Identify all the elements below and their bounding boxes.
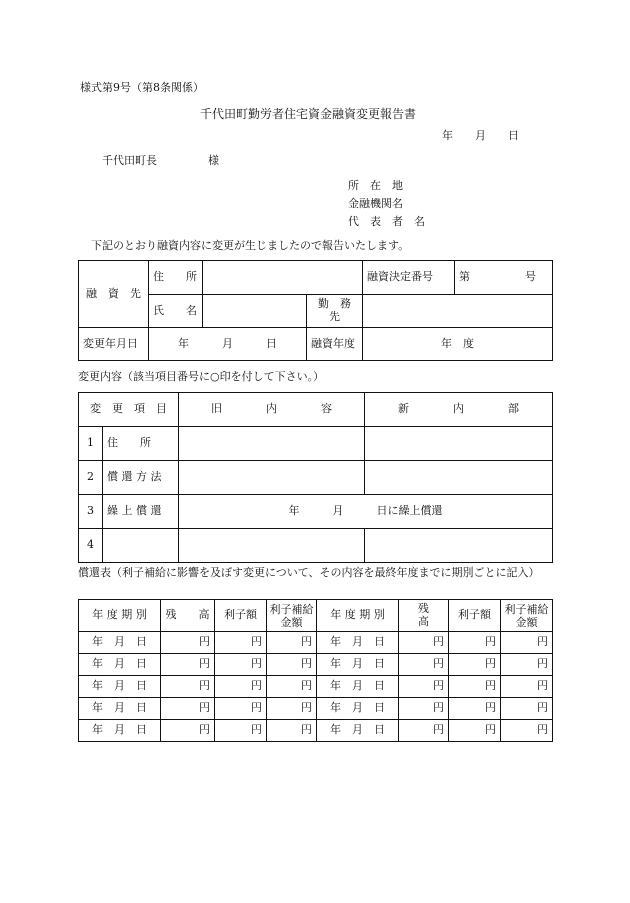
old-content-field[interactable] <box>179 529 365 563</box>
workplace-field[interactable] <box>363 295 553 328</box>
schedule-row <box>79 654 553 676</box>
schedule-amount-cell[interactable]: 円 <box>501 676 553 698</box>
change-header-item: 変 更 項 目 <box>79 393 179 427</box>
change-date-label: 変更年月日 <box>79 328 149 361</box>
schedule-header: 年 度 期 別 <box>79 600 161 632</box>
schedule-table <box>78 599 553 742</box>
borrower-table <box>78 260 553 361</box>
schedule-header: 利子補給金額 <box>501 600 553 632</box>
change-row <box>79 495 553 529</box>
change-header-new: 新 内 部 <box>365 393 553 427</box>
change-row <box>79 427 553 461</box>
schedule-amount-cell[interactable]: 円 <box>399 632 449 654</box>
date-line: 年 月 日 <box>442 129 519 142</box>
schedule-amount-cell[interactable]: 円 <box>399 654 449 676</box>
schedule-period-cell[interactable]: 年 月 日 <box>317 654 399 676</box>
schedule-header: 年 度 期 別 <box>317 600 399 632</box>
early-repayment-field[interactable]: 年 月 日に繰上償還 <box>179 495 553 529</box>
schedule-amount-cell[interactable]: 円 <box>161 654 215 676</box>
schedule-header: 利子補給金額 <box>267 600 317 632</box>
schedule-amount-cell[interactable]: 円 <box>449 632 501 654</box>
address-label: 住 所 <box>149 261 203 295</box>
change-table <box>78 392 553 563</box>
schedule-row <box>79 676 553 698</box>
change-header-old: 旧 内 容 <box>179 393 365 427</box>
change-row <box>79 529 553 563</box>
schedule-amount-cell[interactable]: 円 <box>449 654 501 676</box>
sender-institution-label: 金融機関名 <box>348 197 403 210</box>
change-date-field[interactable]: 年 月 日 <box>149 328 307 361</box>
loan-year-field[interactable]: 年 度 <box>363 328 553 361</box>
schedule-amount-cell[interactable]: 円 <box>449 676 501 698</box>
schedule-amount-cell[interactable]: 円 <box>399 676 449 698</box>
decision-no-label: 融資決定番号 <box>363 261 455 295</box>
change-row-item[interactable] <box>103 529 179 563</box>
schedule-amount-cell[interactable]: 円 <box>501 632 553 654</box>
schedule-period-cell[interactable]: 年 月 日 <box>317 632 399 654</box>
schedule-amount-cell[interactable]: 円 <box>267 654 317 676</box>
page-title: 千代田町勤労者住宅資金融資変更報告書 <box>200 107 417 121</box>
change-row-item: 住 所 <box>103 427 179 461</box>
change-row-item: 償 還 方 法 <box>103 461 179 495</box>
change-row-no[interactable]: 1 <box>79 427 103 461</box>
schedule-header: 残 高 <box>161 600 215 632</box>
schedule-period-cell[interactable]: 年 月 日 <box>79 632 161 654</box>
honorific: 様 <box>208 154 219 167</box>
schedule-amount-cell[interactable]: 円 <box>215 654 267 676</box>
schedule-period-cell[interactable]: 年 月 日 <box>79 676 161 698</box>
new-content-field[interactable] <box>365 529 553 563</box>
schedule-amount-cell[interactable]: 円 <box>161 632 215 654</box>
schedule-amount-cell[interactable]: 円 <box>501 720 553 742</box>
schedule-amount-cell[interactable]: 円 <box>161 676 215 698</box>
name-field[interactable] <box>203 295 307 328</box>
schedule-header: 残 高 <box>399 600 449 632</box>
sender-representative-label: 代 表 者 名 <box>348 215 425 228</box>
change-row-no[interactable]: 3 <box>79 495 103 529</box>
schedule-amount-cell[interactable]: 円 <box>267 676 317 698</box>
new-content-field[interactable] <box>365 461 553 495</box>
schedule-amount-cell[interactable]: 円 <box>215 698 267 720</box>
old-content-field[interactable] <box>179 461 365 495</box>
workplace-label: 勤 務 先 <box>307 295 363 328</box>
schedule-amount-cell[interactable]: 円 <box>267 698 317 720</box>
intro-text: 下記のとおり融資内容に変更が生じましたので報告いたします。 <box>91 239 410 252</box>
schedule-amount-cell[interactable]: 円 <box>501 654 553 676</box>
schedule-note: 償還表（利子補給に影響を及ぼす変更について、その内容を最終年度までに期別ごとに記入） <box>78 566 540 579</box>
schedule-amount-cell[interactable]: 円 <box>449 698 501 720</box>
schedule-period-cell[interactable]: 年 月 日 <box>79 720 161 742</box>
form-id: 様式第9号（第8条関係） <box>80 81 204 94</box>
schedule-amount-cell[interactable]: 円 <box>161 698 215 720</box>
schedule-amount-cell[interactable]: 円 <box>399 698 449 720</box>
schedule-period-cell[interactable]: 年 月 日 <box>79 698 161 720</box>
borrower-section-label: 融 資 先 <box>79 261 149 328</box>
schedule-header: 利子額 <box>449 600 501 632</box>
schedule-amount-cell[interactable]: 円 <box>501 698 553 720</box>
change-row-no[interactable]: 2 <box>79 461 103 495</box>
name-label: 氏 名 <box>149 295 203 328</box>
change-row-no[interactable]: 4 <box>79 529 103 563</box>
schedule-period-cell[interactable]: 年 月 日 <box>317 698 399 720</box>
schedule-amount-cell[interactable]: 円 <box>449 720 501 742</box>
sender-address-label: 所 在 地 <box>348 179 403 192</box>
loan-year-label: 融資年度 <box>307 328 363 361</box>
schedule-row <box>79 632 553 654</box>
decision-no-field[interactable]: 第 号 <box>455 261 553 295</box>
new-content-field[interactable] <box>365 427 553 461</box>
old-content-field[interactable] <box>179 427 365 461</box>
change-row-item: 繰 上 償 還 <box>103 495 179 529</box>
schedule-amount-cell[interactable]: 円 <box>215 632 267 654</box>
schedule-amount-cell[interactable]: 円 <box>267 632 317 654</box>
addressee: 千代田町長 <box>102 154 157 167</box>
schedule-period-cell[interactable]: 年 月 日 <box>317 720 399 742</box>
schedule-amount-cell[interactable]: 円 <box>215 676 267 698</box>
schedule-row <box>79 698 553 720</box>
address-field[interactable] <box>203 261 363 295</box>
schedule-period-cell[interactable]: 年 月 日 <box>317 676 399 698</box>
schedule-amount-cell[interactable]: 円 <box>161 720 215 742</box>
schedule-amount-cell[interactable]: 円 <box>215 720 267 742</box>
change-row <box>79 461 553 495</box>
change-note: 変更内容（該当項目番号に○印を付して下さい。） <box>78 370 325 383</box>
schedule-period-cell[interactable]: 年 月 日 <box>79 654 161 676</box>
schedule-row <box>79 720 553 742</box>
schedule-amount-cell[interactable]: 円 <box>267 720 317 742</box>
schedule-header: 利子額 <box>215 600 267 632</box>
schedule-amount-cell[interactable]: 円 <box>399 720 449 742</box>
